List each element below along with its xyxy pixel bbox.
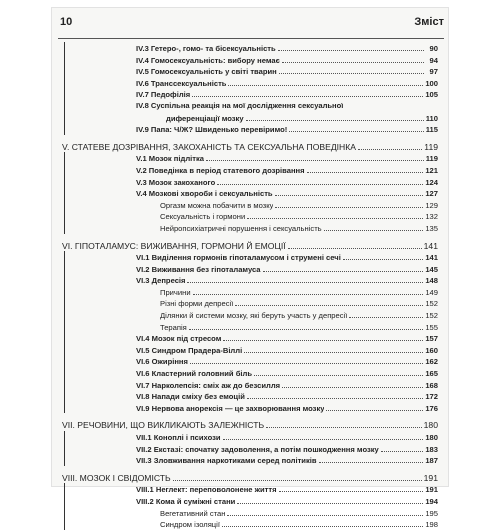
chapter-heading[interactable]: [62, 240, 438, 252]
toc-entry[interactable]: [136, 344, 438, 356]
dot-leader: [254, 367, 423, 376]
page-ref: 119: [425, 154, 438, 164]
chapter-heading[interactable]: [62, 141, 438, 153]
dot-leader: [288, 240, 422, 249]
toc-section: [52, 466, 438, 530]
page-ref: 145: [425, 264, 438, 274]
dot-leader: [247, 390, 423, 399]
entry-title: VIII.1 Неглект: переповолонене життя: [136, 485, 277, 495]
toc-subentry[interactable]: [160, 518, 438, 530]
page-ref: 180: [425, 433, 438, 442]
dot-leader: [173, 472, 422, 481]
entry-title: IV.8 Суспільна реакція на мої дослідження сексуальної: [136, 100, 344, 110]
page-ref: 149: [425, 287, 438, 297]
toc-entry[interactable]: [136, 355, 438, 367]
toc-entry[interactable]: [136, 164, 438, 176]
entry-title: IV.9 Папа: Ч/Ж? Швиденько перевіримо!: [136, 125, 288, 135]
page-ref: 100: [425, 78, 438, 88]
chapter-heading[interactable]: [62, 472, 438, 484]
entry-title: V. СТАТЕВЕ ДОЗРІВАННЯ, ЗАКОХАНІСТЬ ТА СЕКСУАЛЬНА ПОВЕДІНКА: [62, 141, 357, 152]
entry-title: IV.4 Гомосексуальність: вибору немає: [136, 55, 280, 65]
toc-entry[interactable]: [136, 152, 438, 164]
page-ref: 172: [425, 392, 438, 402]
toc-entry[interactable]: [136, 274, 438, 286]
dot-leader: [227, 507, 423, 516]
dot-leader: [217, 176, 423, 185]
entry-title: IV.7 Педофілія: [136, 90, 191, 100]
toc-entry[interactable]: [166, 112, 438, 124]
section-vertical-rule: [64, 42, 65, 135]
page-ref: 119: [424, 141, 438, 152]
dot-leader: [237, 495, 423, 504]
page-ref: 198: [425, 520, 438, 530]
page-ref: 141: [425, 253, 438, 263]
dot-leader: [343, 251, 424, 260]
dot-leader: [246, 112, 424, 121]
dot-leader: [278, 42, 424, 51]
entry-title: VI.7 Нарколепсія: сміх аж до безсилля: [136, 380, 281, 390]
page-ref: 168: [425, 380, 438, 390]
toc-entry[interactable]: [136, 454, 438, 466]
dot-leader: [289, 123, 423, 132]
entry-title: Сексуальність і гормони: [160, 212, 246, 222]
dot-leader: [263, 263, 424, 272]
entry-title: VI.6 Кластерний головний біль: [136, 369, 253, 379]
page-header: [52, 16, 448, 32]
toc-entry[interactable]: [136, 402, 438, 414]
dot-leader: [282, 54, 424, 63]
toc-entry[interactable]: [136, 42, 438, 54]
dot-leader: [349, 309, 423, 318]
dot-leader: [282, 379, 423, 388]
entry-title: VI. ГІПОТАЛАМУС: ВИЖИВАННЯ, ГОРМОНИ Й ЕМОЦІЇ: [62, 240, 286, 251]
dot-leader: [244, 344, 423, 353]
toc-subentry[interactable]: [160, 297, 438, 309]
page-ref: 155: [425, 322, 438, 332]
dot-leader: [279, 483, 424, 492]
dot-leader: [326, 402, 423, 411]
dot-leader: [192, 88, 423, 97]
page-ref: 132: [425, 212, 438, 222]
entry-title: VI.3 Депресія: [136, 276, 186, 286]
toc-entry[interactable]: [136, 65, 438, 77]
dot-leader: [266, 419, 422, 428]
toc-entry[interactable]: [136, 443, 438, 455]
entry-title: VII.2 Екстазі: спочатку задоволення, а потім пошкодження мозку: [136, 444, 379, 454]
dot-leader: [279, 65, 424, 74]
entry-title: Оргазм можна побачити в мозку: [160, 200, 274, 210]
page-ref: 94: [429, 55, 438, 65]
dot-leader: [319, 454, 424, 463]
page-ref: 176: [425, 403, 438, 413]
section-vertical-rule: [64, 483, 65, 529]
toc-entry[interactable]: [136, 100, 438, 112]
entry-title: VI.8 Напади сміху без емоцій: [136, 392, 245, 402]
entry-title: VI.1 Виділення гормонів гіпоталамусом і струмені сечі: [136, 253, 341, 263]
entry-title: VI.5 Синдром Прадера-Віллі: [136, 345, 243, 355]
toc-entry[interactable]: [136, 251, 438, 263]
page-ref: 129: [425, 200, 438, 210]
toc-entry[interactable]: [136, 390, 438, 402]
page-ref: 157: [425, 334, 438, 344]
page-ref: 124: [425, 177, 438, 187]
page-ref: 180: [423, 420, 438, 431]
page-ref: 152: [425, 299, 438, 309]
page-ref: 152: [425, 311, 438, 321]
toc-subentry[interactable]: [160, 309, 438, 321]
section-vertical-rule: [64, 431, 65, 466]
toc-section: [52, 42, 438, 135]
toc-section: [52, 135, 438, 234]
dot-leader: [275, 187, 424, 196]
entry-title: IV.3 Гетеро-, гомо- та бісексуальність: [136, 44, 276, 53]
toc-section: [52, 234, 438, 414]
dot-leader: [190, 355, 423, 364]
entry-title: Різні форми депресії: [160, 299, 234, 309]
entry-title: VI.9 Нервова анорексія — це захворювання мозку: [136, 403, 325, 413]
page-ref: 187: [425, 456, 438, 466]
page-ref: 160: [425, 345, 438, 355]
toc-section: [52, 413, 438, 465]
chapter-heading[interactable]: [62, 419, 438, 431]
page-ref: 183: [425, 444, 438, 454]
toc-entry[interactable]: [136, 187, 438, 199]
entry-title: VII. РЕЧОВИНИ, ЩО ВИКЛИКАЮТЬ ЗАЛЕЖНІСТЬ: [62, 420, 265, 431]
section-vertical-rule: [64, 152, 65, 233]
dot-leader: [223, 431, 424, 440]
entry-title: Терапія: [160, 322, 187, 332]
book-page: [52, 8, 448, 530]
entry-title: Ділянки й системи мозку, які беруть участь у депресії: [160, 311, 348, 321]
dot-leader: [228, 77, 423, 86]
entry-title: V.4 Мозкові хвороби і сексуальність: [136, 189, 273, 199]
toc-subentry[interactable]: [160, 286, 438, 298]
toc-entry[interactable]: [136, 88, 438, 100]
dot-leader: [358, 141, 422, 150]
page-number: 10: [60, 16, 73, 28]
entry-title: VI.4 Мозок під стресом: [136, 334, 222, 344]
header-title: Зміст: [414, 16, 444, 28]
section-vertical-rule: [64, 251, 65, 413]
dot-leader: [206, 152, 424, 161]
entry-title: VI.2 Виживання без гіпоталамуса: [136, 264, 261, 274]
entry-title: диференціації мозку: [166, 113, 244, 123]
page-ref: 165: [425, 369, 438, 379]
entry-title: Нейропсихіатричні порушення і сексуальність: [160, 223, 322, 233]
page-ref: 105: [425, 90, 438, 100]
dot-leader: [189, 321, 424, 330]
toc-entry[interactable]: [136, 176, 438, 188]
dot-leader: [275, 199, 423, 208]
dot-leader: [324, 222, 424, 231]
entry-title: VII.1 Коноплі і психози: [136, 433, 221, 442]
entry-title: V.2 Поведінка в період статевого дозрівання: [136, 165, 305, 175]
toc-entry[interactable]: [136, 263, 438, 275]
page-ref: 110: [425, 113, 438, 123]
page-ref: 97: [429, 67, 438, 77]
toc-entry[interactable]: [136, 379, 438, 391]
page-ref: 90: [429, 44, 438, 53]
entry-title: IV.5 Гомосексуальність у світі тварин: [136, 67, 277, 77]
entry-title: V.1 Мозок підлітка: [136, 154, 205, 164]
header-rule: [58, 38, 444, 39]
entry-title: VIII. МОЗОК І СВІДОМІСТЬ: [62, 472, 171, 483]
toc-entry[interactable]: [136, 123, 438, 135]
dot-leader: [193, 286, 424, 295]
page-ref: 191: [423, 472, 438, 483]
entry-title: Вегетативний стан: [160, 508, 226, 518]
toc-entry[interactable]: [136, 495, 438, 507]
dot-leader: [235, 297, 423, 306]
entry-title: VIII.2 Кома й суміжні стани: [136, 496, 236, 506]
page-ref: 141: [423, 240, 438, 251]
entry-title: V.3 Мозок закоханого: [136, 177, 216, 187]
toc-subentry[interactable]: [160, 507, 438, 519]
entry-title: VII.3 Зловживання наркотиками серед політиків: [136, 456, 317, 466]
page-ref: 191: [425, 485, 438, 495]
dot-leader: [187, 274, 423, 283]
page-ref: 162: [425, 357, 438, 367]
entry-title: IV.6 Транссексуальність: [136, 78, 227, 88]
dot-leader: [222, 518, 423, 527]
page-ref: 194: [425, 496, 438, 506]
page-ref: 121: [425, 165, 438, 175]
toc-subentry[interactable]: [160, 199, 438, 211]
entry-title: Причини: [160, 287, 191, 297]
dot-leader: [307, 164, 424, 173]
toc-entry[interactable]: [136, 332, 438, 344]
toc-entry[interactable]: [136, 483, 438, 495]
table-of-contents: [52, 42, 438, 530]
page-ref: 135: [425, 223, 438, 233]
page-ref: 115: [425, 125, 438, 135]
toc-entry[interactable]: [136, 431, 438, 443]
page-ref: 127: [425, 189, 438, 199]
entry-title: Синдром ізоляції: [160, 520, 220, 530]
toc-entry[interactable]: [136, 77, 438, 89]
toc-entry[interactable]: [136, 367, 438, 379]
page-ref: 148: [425, 276, 438, 286]
entry-title: VI.6 Ожиріння: [136, 357, 188, 367]
toc-subentry[interactable]: [160, 321, 438, 333]
toc-subentry[interactable]: [160, 222, 438, 234]
toc-entry[interactable]: [136, 54, 438, 66]
dot-leader: [223, 332, 423, 341]
toc-subentry[interactable]: [160, 210, 438, 222]
dot-leader: [247, 210, 423, 219]
page-ref: 195: [425, 508, 438, 518]
dot-leader: [381, 443, 424, 452]
